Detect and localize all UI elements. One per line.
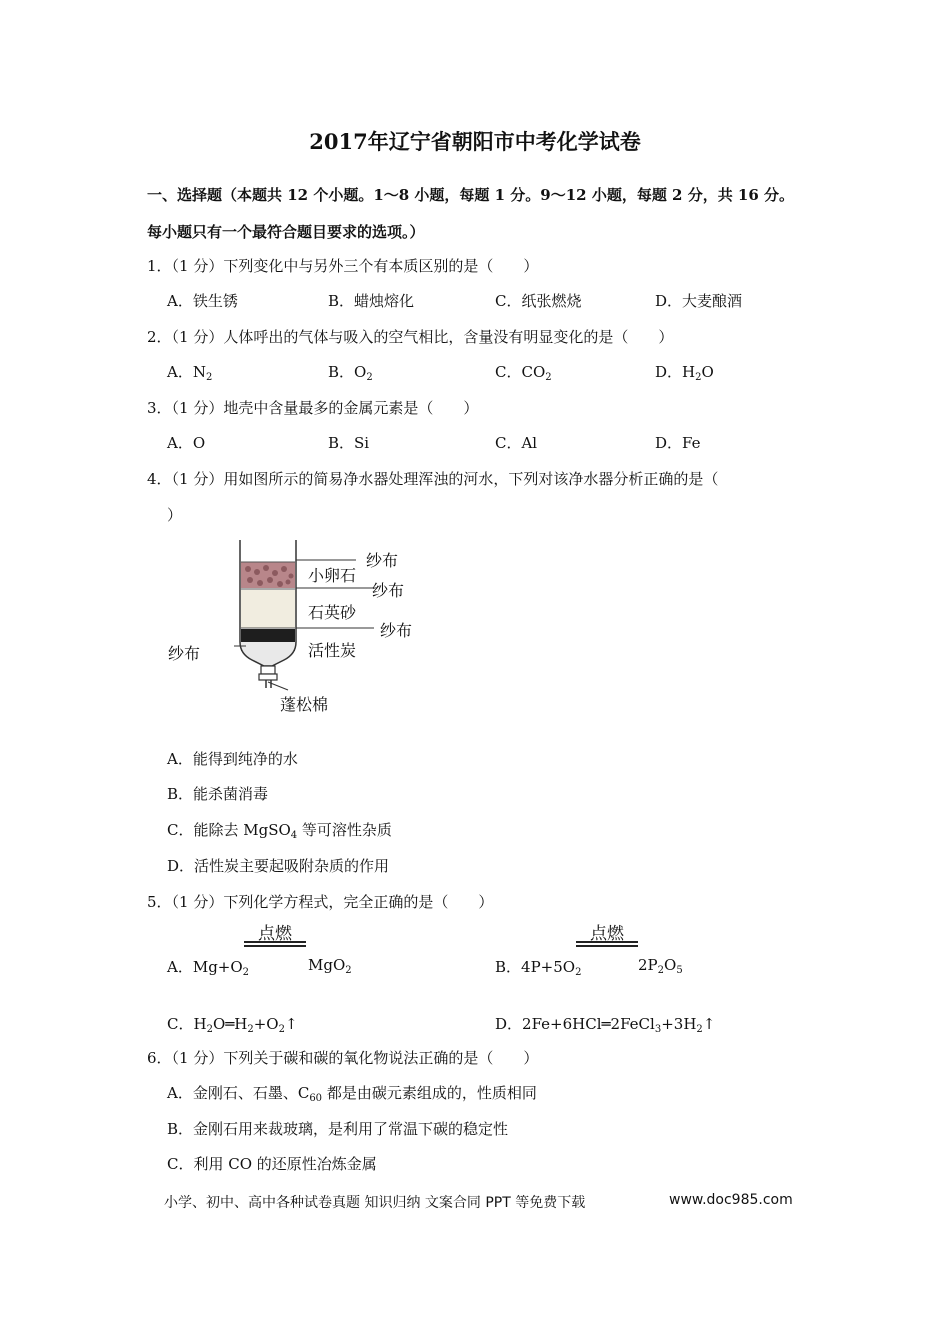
- question-6-option-c: C．利用 CO 的还原性冶炼金属: [167, 1155, 377, 1173]
- question-5-option-a-left: A．$Mg+O_2$: [167, 958, 250, 978]
- question-4-stem: 4．（1 分）用如图所示的简易净水器处理浑浊的河水，下列对该净水器分析正确的是（: [147, 470, 719, 488]
- reaction-condition-a: [244, 919, 306, 949]
- question-4-option-d: D．活性炭主要起吸附杂质的作用: [167, 857, 390, 875]
- question-5-option-b-right: $2P_2O_5$: [638, 956, 683, 976]
- question-2-option-d: D．$H_2O$: [655, 363, 714, 383]
- label-quartz-sand: 石英砂: [308, 603, 357, 622]
- question-4-option-b: B．能杀菌消毒: [167, 785, 269, 803]
- question-2-option-b: B．$O_2$: [328, 363, 373, 383]
- question-5-stem: 5．（1 分）下列化学方程式，完全正确的是（ ）: [147, 893, 494, 911]
- question-4-option-a: A．能得到纯净的水: [167, 750, 298, 768]
- quartz-sand-layer: [241, 590, 295, 628]
- label-gauze-4: 纱布: [168, 644, 201, 663]
- label-gauze-1: 纱布: [366, 551, 399, 570]
- question-4-stem-continued: ）: [167, 506, 183, 524]
- page-title: 2017年辽宁省朝阳市中考化学试卷: [309, 129, 641, 154]
- question-2-option-a: A．$N_2$: [167, 363, 213, 383]
- question-6-option-b: B．金刚石用来裁玻璃，是利用了常温下碳的稳定性: [167, 1120, 509, 1138]
- question-6-option-a: A．金刚石、石墨、$C_{60}$ 都是由碳元素组成的，性质相同: [167, 1084, 537, 1104]
- footer-promo-text: 小学、初中、高中各种试卷真题 知识归纳 文案合同 PPT 等免费下载: [164, 1195, 586, 1211]
- question-1-option-a: A．铁生锈: [167, 292, 238, 310]
- label-gauze-2: 纱布: [372, 581, 405, 600]
- label-activated-carbon: 活性炭: [308, 641, 357, 660]
- question-3-option-d: D．Fe: [655, 434, 701, 452]
- reaction-condition-b: [576, 919, 638, 949]
- question-5-option-d: D．$2Fe+6HCl═2FeCl_3+3H_2↑$: [495, 1015, 716, 1035]
- label-gauze-3: 纱布: [380, 621, 413, 640]
- water-filter-diagram: [160, 532, 430, 722]
- label-cotton: 蓬松棉: [280, 695, 329, 714]
- question-4-option-c: C．能除去 MgSO$_4$ 等可溶性杂质: [167, 821, 392, 841]
- question-5-option-c: C．$H_2O═H_2+O_2↑$: [167, 1015, 298, 1035]
- question-3-option-b: B．Si: [328, 434, 370, 452]
- question-2-option-c: C．$CO_2$: [495, 363, 552, 383]
- question-5-option-a-right: MgO$_2$: [308, 956, 352, 976]
- question-1-option-b: B．蜡烛熔化: [328, 292, 415, 310]
- label-pebbles: 小卵石: [308, 566, 357, 585]
- question-1-option-d: D．大麦酿酒: [655, 292, 743, 310]
- footer-website-link[interactable]: www.doc985.com: [669, 1192, 793, 1208]
- section-header-line2: 每小题只有一个最符合题目要求的选项。）: [147, 223, 425, 241]
- question-3-option-a: A．O: [167, 434, 206, 452]
- question-2-stem: 2．（1 分）人体呼出的气体与吸入的空气相比，含量没有明显变化的是（ ）: [147, 328, 674, 346]
- question-1-option-c: C．纸张燃烧: [495, 292, 582, 310]
- section-header-line1: 一、选择题（本题共 12 个小题。1～8 小题，每题 1 分。9～12 小题，每题 2 分，共 16 分。: [147, 186, 795, 204]
- question-1-stem: 1．（1 分）下列变化中与另外三个有本质区别的是（ ）: [147, 257, 539, 275]
- question-6-stem: 6．（1 分）下列关于碳和碳的氧化物说法正确的是（ ）: [147, 1049, 539, 1067]
- question-3-stem: 3．（1 分）地壳中含量最多的金属元素是（ ）: [147, 399, 479, 417]
- reaction-condition-b-text: 点燃: [590, 924, 624, 944]
- reaction-condition-a-text: 点燃: [258, 924, 292, 944]
- question-3-option-c: C．Al: [495, 434, 538, 452]
- question-5-option-b-left: B．$4P+5O_2$: [495, 958, 582, 978]
